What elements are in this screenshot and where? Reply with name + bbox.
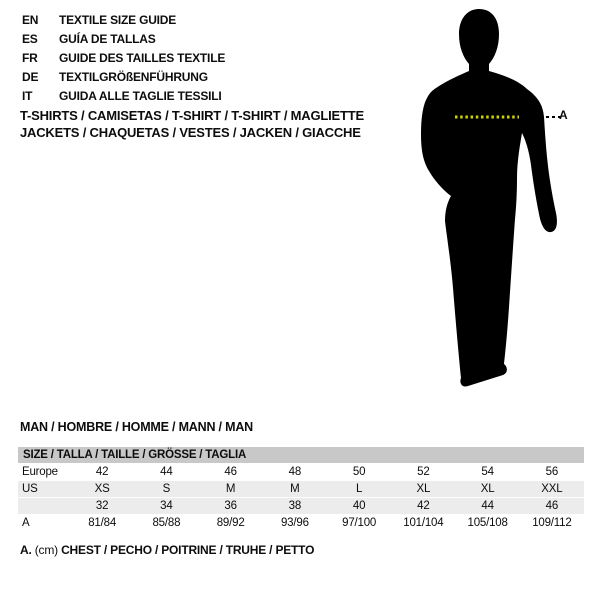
language-list [22, 10, 225, 105]
size-value: 44 [481, 500, 494, 512]
language-row [22, 86, 225, 105]
size-value: 93/96 [280, 517, 309, 529]
language-label: GUÍA DE TALLAS [59, 31, 156, 46]
language-row [22, 10, 225, 29]
size-value: 97/100 [342, 517, 377, 529]
size-table [18, 447, 584, 531]
size-value: 32 [95, 500, 109, 512]
language-label: GUIDA ALLE TAGLIE TESSILI [59, 88, 222, 103]
size-value: M [225, 483, 236, 495]
section-title-man: MAN / HOMBRE / HOMME / MANN / MAN [20, 420, 253, 434]
size-value: 40 [352, 500, 366, 512]
size-value: 50 [352, 466, 366, 478]
measure-label-a: A [559, 108, 568, 122]
language-row [22, 67, 225, 86]
measurement-footnote [20, 543, 314, 557]
table-row-numeric [18, 498, 584, 514]
language-row [22, 29, 225, 48]
size-value: XXL [541, 483, 563, 495]
size-value: 42 [417, 500, 430, 512]
row-label: Europe [22, 466, 58, 478]
size-value: 52 [417, 466, 430, 478]
size-value: 81/84 [88, 517, 117, 529]
table-row-europe [18, 464, 584, 480]
size-value: 105/108 [467, 517, 508, 529]
language-label: GUIDE DES TAILLES TEXTILE [59, 50, 226, 65]
size-value: 34 [160, 500, 173, 512]
man-silhouette [415, 3, 568, 393]
category-line-tshirts: T-SHIRTS / CAMISETAS / T-SHIRT / T-SHIRT / MAGLIETTE [20, 108, 364, 123]
language-row [22, 48, 225, 67]
footnote-text: CHEST / PECHO / POITRINE / TRUHE / PETTO [61, 543, 315, 557]
size-value: 38 [288, 500, 302, 512]
size-value: 56 [545, 466, 559, 478]
size-value: 46 [545, 500, 559, 512]
size-value: XL [480, 483, 495, 495]
language-code: ES [22, 31, 38, 46]
row-label: A [22, 517, 30, 529]
size-value: M [290, 483, 300, 495]
size-value: S [162, 483, 171, 495]
man-silhouette-figure [415, 3, 568, 393]
size-value: L [356, 483, 363, 495]
size-value: 54 [481, 466, 494, 478]
size-value: 42 [95, 466, 109, 478]
size-value: 36 [224, 500, 237, 512]
language-code: IT [22, 88, 33, 103]
category-line-jackets: JACKETS / CHAQUETAS / VESTES / JACKEN / GIACCHE [20, 125, 361, 140]
language-label: TEXTILGRÖßENFÜHRUNG [59, 69, 208, 84]
language-code: FR [22, 50, 38, 65]
footnote-prefix: A. [20, 543, 32, 557]
size-value: XS [94, 483, 110, 495]
language-code: DE [22, 69, 39, 84]
table-row-chest-cm [18, 515, 584, 531]
size-value: 109/112 [532, 517, 572, 529]
size-value: 101/104 [403, 517, 444, 529]
size-value: 85/88 [152, 517, 181, 529]
size-value: 46 [224, 466, 237, 478]
row-label: US [22, 483, 38, 495]
size-value: 89/92 [216, 517, 245, 529]
footnote-unit: (cm) [34, 543, 58, 557]
language-code: EN [22, 12, 39, 27]
size-value: 48 [288, 466, 302, 478]
table-row-us [18, 481, 584, 497]
language-label: TEXTILE SIZE GUIDE [59, 12, 177, 27]
category-lines [20, 107, 364, 141]
size-value: XL [416, 483, 431, 495]
size-value: 44 [160, 466, 173, 478]
size-table-header: SIZE / TALLA / TAILLE / GRÖSSE / TAGLIA [18, 447, 584, 463]
